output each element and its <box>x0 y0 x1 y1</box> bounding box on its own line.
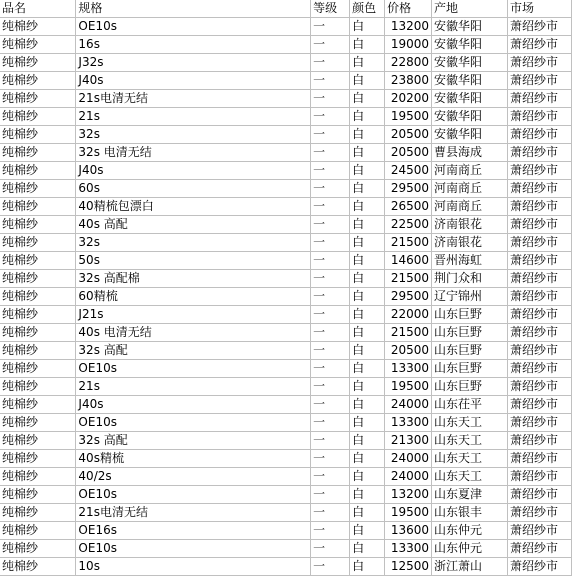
cell-origin[interactable]: 辽宁锦州 <box>432 288 508 306</box>
cell-origin[interactable]: 安徽华阳 <box>432 54 508 72</box>
table-row <box>0 18 572 36</box>
table-row <box>0 216 572 234</box>
cell-price[interactable]: 13200 <box>385 18 432 36</box>
cell-name[interactable]: 纯棉纱 <box>0 252 76 270</box>
cell-grade[interactable]: 一 <box>311 558 350 576</box>
cell-color[interactable]: 白 <box>350 306 385 324</box>
cell-price[interactable]: 22800 <box>385 54 432 72</box>
table-row <box>0 450 572 468</box>
cell-color[interactable]: 白 <box>350 450 385 468</box>
cell-name[interactable]: 纯棉纱 <box>0 324 76 342</box>
cell-market[interactable]: 萧绍纱市 <box>507 468 571 486</box>
cell-name[interactable]: 纯棉纱 <box>0 180 76 198</box>
cell-spec[interactable]: 50s <box>76 252 311 270</box>
cell-grade[interactable]: 一 <box>311 450 350 468</box>
cell-market[interactable]: 萧绍纱市 <box>507 396 571 414</box>
cell-market[interactable]: 萧绍纱市 <box>507 270 571 288</box>
cell-grade[interactable]: 一 <box>311 396 350 414</box>
cell-origin[interactable]: 山东仲元 <box>432 540 508 558</box>
cell-price[interactable]: 13300 <box>385 414 432 432</box>
cell-color[interactable]: 白 <box>350 54 385 72</box>
cell-grade[interactable]: 一 <box>311 108 350 126</box>
cell-spec[interactable]: 60精梳 <box>76 288 311 306</box>
cell-spec[interactable]: OE10s <box>76 360 311 378</box>
cell-name[interactable]: 纯棉纱 <box>0 504 76 522</box>
cell-grade[interactable]: 一 <box>311 54 350 72</box>
header-cell-color[interactable]: 颜色 <box>350 0 385 18</box>
cell-spec[interactable]: 32s 电清无结 <box>76 144 311 162</box>
table-row <box>0 54 572 72</box>
cell-color[interactable]: 白 <box>350 270 385 288</box>
cell-spec[interactable]: 16s <box>76 36 311 54</box>
cell-market[interactable]: 萧绍纱市 <box>507 558 571 576</box>
cell-spec[interactable]: 32s <box>76 126 311 144</box>
cell-color[interactable]: 白 <box>350 288 385 306</box>
header-cell-market[interactable]: 市场 <box>507 0 571 18</box>
cell-name[interactable]: 纯棉纱 <box>0 360 76 378</box>
header-row <box>0 0 572 18</box>
table-row <box>0 36 572 54</box>
cell-market[interactable]: 萧绍纱市 <box>507 486 571 504</box>
cell-color[interactable]: 白 <box>350 432 385 450</box>
cell-market[interactable]: 萧绍纱市 <box>507 306 571 324</box>
table-row <box>0 378 572 396</box>
cell-market[interactable]: 萧绍纱市 <box>507 540 571 558</box>
cell-price[interactable]: 13300 <box>385 360 432 378</box>
cell-name[interactable]: 纯棉纱 <box>0 216 76 234</box>
cell-price[interactable]: 19000 <box>385 36 432 54</box>
table-row <box>0 108 572 126</box>
cell-grade[interactable]: 一 <box>311 378 350 396</box>
cell-spec[interactable]: 32s <box>76 234 311 252</box>
table-row <box>0 342 572 360</box>
cell-grade[interactable]: 一 <box>311 180 350 198</box>
cell-color[interactable]: 白 <box>350 18 385 36</box>
cell-spec[interactable]: 10s <box>76 558 311 576</box>
cell-price[interactable]: 24500 <box>385 162 432 180</box>
cell-price[interactable]: 13200 <box>385 486 432 504</box>
cell-market[interactable]: 萧绍纱市 <box>507 378 571 396</box>
cell-origin[interactable]: 河南商丘 <box>432 162 508 180</box>
cell-price[interactable]: 23800 <box>385 72 432 90</box>
cell-origin[interactable]: 山东夏津 <box>432 486 508 504</box>
cell-grade[interactable]: 一 <box>311 432 350 450</box>
cell-origin[interactable]: 安徽华阳 <box>432 18 508 36</box>
cell-grade[interactable]: 一 <box>311 18 350 36</box>
cell-spec[interactable]: J40s <box>76 396 311 414</box>
cell-origin[interactable]: 浙江萧山 <box>432 558 508 576</box>
table-row <box>0 180 572 198</box>
cell-market[interactable]: 萧绍纱市 <box>507 252 571 270</box>
cell-origin[interactable]: 济南银花 <box>432 216 508 234</box>
cell-color[interactable]: 白 <box>350 324 385 342</box>
cell-grade[interactable]: 一 <box>311 288 350 306</box>
table-row <box>0 234 572 252</box>
cell-price[interactable]: 29500 <box>385 288 432 306</box>
cell-origin[interactable]: 安徽华阳 <box>432 72 508 90</box>
header-cell-price[interactable]: 价格 <box>385 0 432 18</box>
table-row <box>0 126 572 144</box>
cell-price[interactable]: 24000 <box>385 468 432 486</box>
cell-market[interactable]: 萧绍纱市 <box>507 414 571 432</box>
header-cell-grade[interactable]: 等级 <box>311 0 350 18</box>
table-row <box>0 558 572 576</box>
cell-price[interactable]: 19500 <box>385 378 432 396</box>
cell-price[interactable]: 22000 <box>385 306 432 324</box>
cell-name[interactable]: 纯棉纱 <box>0 432 76 450</box>
header-cell-name[interactable]: 品名 <box>0 0 76 18</box>
cell-grade[interactable]: 一 <box>311 504 350 522</box>
table-row <box>0 144 572 162</box>
cell-market[interactable]: 萧绍纱市 <box>507 288 571 306</box>
cell-origin[interactable]: 安徽华阳 <box>432 90 508 108</box>
cell-grade[interactable]: 一 <box>311 162 350 180</box>
cell-grade[interactable]: 一 <box>311 90 350 108</box>
cell-color[interactable]: 白 <box>350 126 385 144</box>
cell-name[interactable]: 纯棉纱 <box>0 450 76 468</box>
cell-spec[interactable]: J40s <box>76 72 311 90</box>
cell-name[interactable]: 纯棉纱 <box>0 162 76 180</box>
cell-market[interactable]: 萧绍纱市 <box>507 54 571 72</box>
cell-origin[interactable]: 安徽华阳 <box>432 36 508 54</box>
cell-grade[interactable]: 一 <box>311 144 350 162</box>
table-row <box>0 270 572 288</box>
cell-name[interactable]: 纯棉纱 <box>0 126 76 144</box>
cell-color[interactable]: 白 <box>350 36 385 54</box>
cell-origin[interactable]: 河南商丘 <box>432 180 508 198</box>
table-row <box>0 504 572 522</box>
cell-spec[interactable]: 40s 电清无结 <box>76 324 311 342</box>
cell-spec[interactable]: 40s 高配 <box>76 216 311 234</box>
cell-color[interactable]: 白 <box>350 108 385 126</box>
table-row <box>0 540 572 558</box>
cell-grade[interactable]: 一 <box>311 540 350 558</box>
cell-grade[interactable]: 一 <box>311 414 350 432</box>
cell-grade[interactable]: 一 <box>311 198 350 216</box>
cell-market[interactable]: 萧绍纱市 <box>507 162 571 180</box>
cell-origin[interactable]: 山东天工 <box>432 414 508 432</box>
header-cell-origin[interactable]: 产地 <box>432 0 508 18</box>
table-row <box>0 432 572 450</box>
cell-origin[interactable]: 安徽华阳 <box>432 108 508 126</box>
cell-spec[interactable]: OE10s <box>76 540 311 558</box>
cell-price[interactable]: 12500 <box>385 558 432 576</box>
cell-origin[interactable]: 山东巨野 <box>432 324 508 342</box>
cell-price[interactable]: 21300 <box>385 432 432 450</box>
cell-name[interactable]: 纯棉纱 <box>0 288 76 306</box>
cell-spec[interactable]: 21s电清无结 <box>76 504 311 522</box>
table-row <box>0 162 572 180</box>
cell-market[interactable]: 萧绍纱市 <box>507 234 571 252</box>
table-row <box>0 288 572 306</box>
cell-origin[interactable]: 河南商丘 <box>432 198 508 216</box>
cell-grade[interactable]: 一 <box>311 306 350 324</box>
cell-name[interactable]: 纯棉纱 <box>0 468 76 486</box>
cell-origin[interactable]: 山东天工 <box>432 450 508 468</box>
cell-origin[interactable]: 山东银丰 <box>432 504 508 522</box>
cell-price[interactable]: 26500 <box>385 198 432 216</box>
cell-name[interactable]: 纯棉纱 <box>0 90 76 108</box>
cell-grade[interactable]: 一 <box>311 360 350 378</box>
table-row <box>0 252 572 270</box>
cell-color[interactable]: 白 <box>350 216 385 234</box>
cell-spec[interactable]: 40s精梳 <box>76 450 311 468</box>
cell-market[interactable]: 萧绍纱市 <box>507 324 571 342</box>
cell-price[interactable]: 22500 <box>385 216 432 234</box>
cell-name[interactable]: 纯棉纱 <box>0 540 76 558</box>
cell-origin[interactable]: 山东天工 <box>432 468 508 486</box>
cell-color[interactable]: 白 <box>350 198 385 216</box>
cell-market[interactable]: 萧绍纱市 <box>507 108 571 126</box>
cell-grade[interactable]: 一 <box>311 72 350 90</box>
cell-origin[interactable]: 山东巨野 <box>432 378 508 396</box>
cell-origin[interactable]: 山东天工 <box>432 432 508 450</box>
cell-price[interactable]: 19500 <box>385 504 432 522</box>
cell-grade[interactable]: 一 <box>311 522 350 540</box>
cell-spec[interactable]: 21s <box>76 378 311 396</box>
cell-grade[interactable]: 一 <box>311 36 350 54</box>
cell-spec[interactable]: OE10s <box>76 414 311 432</box>
cell-price[interactable]: 29500 <box>385 180 432 198</box>
cell-name[interactable]: 纯棉纱 <box>0 414 76 432</box>
cell-spec[interactable]: 40精梳包漂白 <box>76 198 311 216</box>
cell-market[interactable]: 萧绍纱市 <box>507 180 571 198</box>
cell-price[interactable]: 24000 <box>385 450 432 468</box>
table-row <box>0 414 572 432</box>
cell-price[interactable]: 21500 <box>385 234 432 252</box>
cell-color[interactable]: 白 <box>350 90 385 108</box>
cell-origin[interactable]: 山东巨野 <box>432 342 508 360</box>
cell-spec[interactable]: 40/2s <box>76 468 311 486</box>
cell-price[interactable]: 20500 <box>385 126 432 144</box>
cell-color[interactable]: 白 <box>350 180 385 198</box>
cell-spec[interactable]: J40s <box>76 162 311 180</box>
cell-color[interactable]: 白 <box>350 504 385 522</box>
cell-name[interactable]: 纯棉纱 <box>0 378 76 396</box>
cell-name[interactable]: 纯棉纱 <box>0 54 76 72</box>
cell-origin[interactable]: 济南银花 <box>432 234 508 252</box>
cell-price[interactable]: 21500 <box>385 324 432 342</box>
cell-grade[interactable]: 一 <box>311 216 350 234</box>
table-row <box>0 198 572 216</box>
cell-name[interactable]: 纯棉纱 <box>0 270 76 288</box>
cell-origin[interactable]: 荆门众和 <box>432 270 508 288</box>
cell-price[interactable]: 14600 <box>385 252 432 270</box>
cell-grade[interactable]: 一 <box>311 252 350 270</box>
cell-price[interactable]: 19500 <box>385 108 432 126</box>
cell-color[interactable]: 白 <box>350 558 385 576</box>
table-row <box>0 90 572 108</box>
cell-spec[interactable]: 21s <box>76 108 311 126</box>
cell-spec[interactable]: J21s <box>76 306 311 324</box>
cell-market[interactable]: 萧绍纱市 <box>507 432 571 450</box>
cell-color[interactable]: 白 <box>350 522 385 540</box>
table-row <box>0 306 572 324</box>
cell-origin[interactable]: 安徽华阳 <box>432 126 508 144</box>
cell-color[interactable]: 白 <box>350 360 385 378</box>
table-row <box>0 396 572 414</box>
cell-color[interactable]: 白 <box>350 144 385 162</box>
cell-name[interactable]: 纯棉纱 <box>0 108 76 126</box>
cell-name[interactable]: 纯棉纱 <box>0 558 76 576</box>
cell-price[interactable]: 24000 <box>385 396 432 414</box>
cell-spec[interactable]: 21s电清无结 <box>76 90 311 108</box>
cell-market[interactable]: 萧绍纱市 <box>507 126 571 144</box>
cell-price[interactable]: 20500 <box>385 342 432 360</box>
cell-color[interactable]: 白 <box>350 486 385 504</box>
cell-grade[interactable]: 一 <box>311 270 350 288</box>
cell-spec[interactable]: 60s <box>76 180 311 198</box>
table-row <box>0 486 572 504</box>
cell-color[interactable]: 白 <box>350 252 385 270</box>
cell-name[interactable]: 纯棉纱 <box>0 396 76 414</box>
cell-name[interactable]: 纯棉纱 <box>0 306 76 324</box>
cell-name[interactable]: 纯棉纱 <box>0 144 76 162</box>
cell-market[interactable]: 萧绍纱市 <box>507 522 571 540</box>
cell-color[interactable]: 白 <box>350 342 385 360</box>
table-row <box>0 72 572 90</box>
table-row <box>0 360 572 378</box>
cell-market[interactable]: 萧绍纱市 <box>507 198 571 216</box>
cell-price[interactable]: 20200 <box>385 90 432 108</box>
cell-color[interactable]: 白 <box>350 162 385 180</box>
cell-price[interactable]: 20500 <box>385 144 432 162</box>
cell-name[interactable]: 纯棉纱 <box>0 486 76 504</box>
cell-origin[interactable]: 山东巨野 <box>432 306 508 324</box>
cell-color[interactable]: 白 <box>350 414 385 432</box>
cell-color[interactable]: 白 <box>350 378 385 396</box>
cell-color[interactable]: 白 <box>350 540 385 558</box>
cell-market[interactable]: 萧绍纱市 <box>507 504 571 522</box>
cell-name[interactable]: 纯棉纱 <box>0 234 76 252</box>
cell-color[interactable]: 白 <box>350 72 385 90</box>
cell-price[interactable]: 13600 <box>385 522 432 540</box>
table-row <box>0 468 572 486</box>
cell-market[interactable]: 萧绍纱市 <box>507 36 571 54</box>
cell-spec[interactable]: OE16s <box>76 522 311 540</box>
cell-market[interactable]: 萧绍纱市 <box>507 360 571 378</box>
cell-grade[interactable]: 一 <box>311 468 350 486</box>
cell-spec[interactable]: J32s <box>76 54 311 72</box>
cell-origin[interactable]: 晋州海虹 <box>432 252 508 270</box>
cell-market[interactable]: 萧绍纱市 <box>507 450 571 468</box>
cell-name[interactable]: 纯棉纱 <box>0 72 76 90</box>
cell-market[interactable]: 萧绍纱市 <box>507 72 571 90</box>
cell-name[interactable]: 纯棉纱 <box>0 36 76 54</box>
cell-spec[interactable]: 32s 高配 <box>76 342 311 360</box>
cell-market[interactable]: 萧绍纱市 <box>507 90 571 108</box>
cell-grade[interactable]: 一 <box>311 126 350 144</box>
cell-grade[interactable]: 一 <box>311 342 350 360</box>
table-row <box>0 324 572 342</box>
cell-grade[interactable]: 一 <box>311 234 350 252</box>
cell-color[interactable]: 白 <box>350 468 385 486</box>
cell-spec[interactable]: 32s 高配棉 <box>76 270 311 288</box>
cell-name[interactable]: 纯棉纱 <box>0 198 76 216</box>
cell-name[interactable]: 纯棉纱 <box>0 522 76 540</box>
cell-market[interactable]: 萧绍纱市 <box>507 18 571 36</box>
cell-market[interactable]: 萧绍纱市 <box>507 342 571 360</box>
cell-market[interactable]: 萧绍纱市 <box>507 216 571 234</box>
cell-grade[interactable]: 一 <box>311 486 350 504</box>
table-row <box>0 522 572 540</box>
cell-origin[interactable]: 曹县海成 <box>432 144 508 162</box>
cell-name[interactable]: 纯棉纱 <box>0 342 76 360</box>
header-cell-spec[interactable]: 规格 <box>76 0 311 18</box>
cell-origin[interactable]: 山东仲元 <box>432 522 508 540</box>
cell-spec[interactable]: OE10s <box>76 486 311 504</box>
cell-spec[interactable]: OE10s <box>76 18 311 36</box>
cell-color[interactable]: 白 <box>350 234 385 252</box>
cell-market[interactable]: 萧绍纱市 <box>507 144 571 162</box>
cell-price[interactable]: 21500 <box>385 270 432 288</box>
cell-color[interactable]: 白 <box>350 396 385 414</box>
cell-spec[interactable]: 32s 高配 <box>76 432 311 450</box>
cell-price[interactable]: 13300 <box>385 540 432 558</box>
cell-grade[interactable]: 一 <box>311 324 350 342</box>
cell-origin[interactable]: 山东茌平 <box>432 396 508 414</box>
cell-name[interactable]: 纯棉纱 <box>0 18 76 36</box>
cell-origin[interactable]: 山东巨野 <box>432 360 508 378</box>
